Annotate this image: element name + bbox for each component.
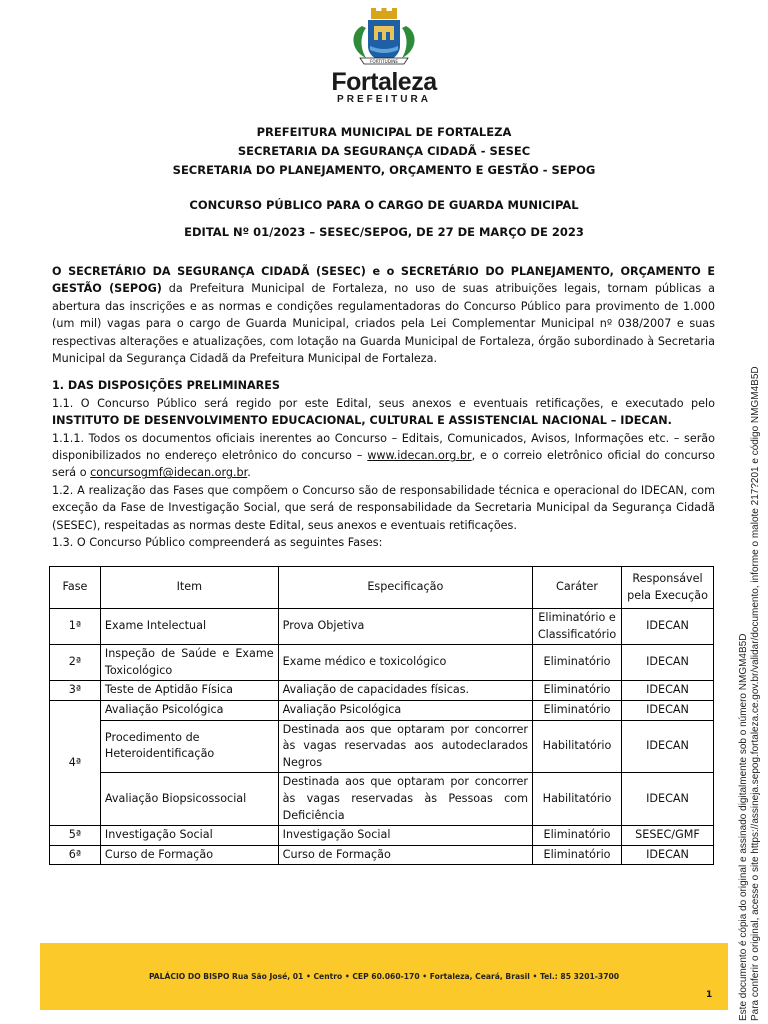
logo-name: Fortaleza: [331, 68, 437, 96]
logo-subtitle: PREFEITURA: [337, 94, 431, 105]
resp-cell: IDECAN: [622, 645, 714, 681]
carater-cell: Eliminatório: [533, 700, 622, 720]
paragraph-1-2: 1.2. A realização das Fases que compõem o Concurso são de responsabilidade técnica e operacional do IDECAN, com exceção da Fase de Investigação Social, que será de responsabilidade da Secretaria Municipal da Segurança Cidadã (SESEC), respeitadas as normas deste Edital, seus anexos e eventuais retificações.: [52, 483, 715, 532]
header-responsavel: Responsável pela Execução: [622, 567, 714, 609]
spec-cell: Avaliação de capacidades físicas.: [278, 681, 532, 701]
spec-cell: Destinada aos que optaram por concorrer às vagas reservadas às Pessoas com Deficiência: [278, 773, 532, 826]
email-link[interactable]: concursogmf@idecan.org.br: [90, 466, 248, 480]
paragraph-1-1-text: 1.1. O Concurso Público será regido por este Edital, seus anexos e eventuais retificações, e executado pelo: [52, 396, 715, 410]
header-line-3: SECRETARIA DO PLANEJAMENTO, ORÇAMENTO E GESTÃO - SEPOG: [172, 163, 596, 177]
paragraph-1-3: 1.3. O Concurso Público compreenderá as seguintes Fases:: [52, 536, 383, 550]
carater-cell: Eliminatório e Classificatório: [533, 609, 622, 645]
fase-cell: 5ª: [50, 826, 101, 846]
table-row: [50, 609, 714, 645]
page-number: 1: [706, 990, 713, 1000]
signature-note-line-2: Para conferir o original, acesse o site https://assineja.sepog.fortaleza.ce.gov.br/validar/documento, informe o malote 217?201 e código NMGM4B5D: [750, 366, 761, 1021]
paragraph-1-1-1-text-a: 1.1.1. Todos os documentos oficiais inerentes ao Concurso – Editais, Comunicados, Avisos, Informações etc. – serão disponibilizados no endereço eletrônico do concurso –: [52, 431, 715, 463]
table-row: [50, 826, 714, 846]
paragraph-1-1-1: [52, 430, 715, 482]
item-cell: Teste de Aptidão Física: [100, 681, 278, 701]
table-row: [50, 773, 714, 826]
document-header: [0, 123, 768, 242]
paragraph-1-1: [52, 395, 715, 430]
item-cell: Investigação Social: [100, 826, 278, 846]
carater-cell: Eliminatório: [533, 845, 622, 865]
header-item: Item: [100, 567, 278, 609]
fase-cell: 1ª: [50, 609, 101, 645]
intro-text: da Prefeitura Municipal de Fortaleza, no uso de suas atribuições legais, tornam públicas a abertura das inscrições e as normas e condições regulamentadoras do Concurso Público para provimento de 1.000 (um mil) vagas para o cargo de Guarda Municipal, criados pela Lei Complementar Municipal nº 038/2007 e suas respectivas alterações e atualizações, com lotação na Guarda Municipal de Fortaleza, órgão subordinado à Secretaria Municipal da Segurança Cidadã da Prefeitura Municipal de Fortaleza.: [52, 282, 715, 366]
spec-cell: Curso de Formação: [278, 845, 532, 865]
prefeitura-logo: [0, 8, 768, 105]
header-carater: Caráter: [533, 567, 622, 609]
spec-cell: Exame médico e toxicológico: [278, 645, 532, 681]
header-fase: Fase: [50, 567, 101, 609]
resp-cell: IDECAN: [622, 720, 714, 773]
footer-address: PALÁCIO DO BISPO Rua São José, 01 • Centro • CEP 60.060-170 • Fortaleza, Ceará, Brasil • Tel.: 85 3201-3700: [148, 972, 620, 981]
signature-note-line-1: Este documento é cópia do original e assinado digitalmente sob o número NMGM4B5D: [738, 633, 749, 1021]
resp-cell: IDECAN: [622, 609, 714, 645]
footer-band: [40, 943, 728, 1010]
item-cell: Avaliação Biopsicossocial: [100, 773, 278, 826]
table-row: [50, 720, 714, 773]
fase-cell: 2ª: [50, 645, 101, 681]
table-row: [50, 700, 714, 720]
carater-cell: Habilitatório: [533, 773, 622, 826]
intro-paragraph: [52, 263, 715, 367]
resp-cell: IDECAN: [622, 773, 714, 826]
item-cell: Exame Intelectual: [100, 609, 278, 645]
section-title: 1. DAS DISPOSIÇÕES PRELIMINARES: [52, 379, 280, 393]
item-cell: Inspeção de Saúde e Exame Toxicológico: [100, 645, 278, 681]
table-header-row: [50, 567, 714, 609]
header-line-2: SECRETARIA DA SEGURANÇA CIDADÃ - SESEC: [237, 144, 531, 158]
paragraph-1-1-1-text-c: .: [247, 466, 251, 480]
spec-cell: Prova Objetiva: [278, 609, 532, 645]
fase-cell: 3ª: [50, 681, 101, 701]
intro-bold: O SECRETÁRIO DA SEGURANÇA CIDADÃ (SESEC) e o SECRETÁRIO DO PLANEJAMENTO, ORÇAMENTO E GESTÃO (SEPOG): [52, 265, 715, 296]
paragraph-1-1-1-text-b: , e o correio eletrônico oficial do concurso será o: [52, 449, 715, 480]
crest-ribbon-text: FORTITUDINE: [370, 59, 398, 64]
fase-cell: 4ª: [50, 700, 101, 825]
spec-cell: Investigação Social: [278, 826, 532, 846]
item-cell: Avaliação Psicológica: [100, 700, 278, 720]
table-row: [50, 845, 714, 865]
edital-body: [52, 263, 715, 552]
table-row: [50, 645, 714, 681]
resp-cell: IDECAN: [622, 845, 714, 865]
header-line-1: PREFEITURA MUNICIPAL DE FORTALEZA: [256, 125, 512, 139]
header-line-4: CONCURSO PÚBLICO PARA O CARGO DE GUARDA MUNICIPAL: [189, 198, 579, 212]
edital-title: EDITAL Nº 01/2023 – SESEC/SEPOG, DE 27 DE MARÇO DE 2023: [184, 225, 584, 239]
paragraph-1-1-bold: INSTITUTO DE DESENVOLVIMENTO EDUCACIONAL, CULTURAL E ASSISTENCIAL NACIONAL – IDECAN.: [52, 414, 672, 428]
carater-cell: Habilitatório: [533, 720, 622, 773]
fase-cell: 6ª: [50, 845, 101, 865]
fortaleza-crest-icon: [336, 8, 432, 70]
carater-cell: Eliminatório: [533, 681, 622, 701]
carater-cell: Eliminatório: [533, 826, 622, 846]
digital-signature-note: [738, 341, 762, 1021]
item-cell: Procedimento de Heteroidentificação: [100, 720, 278, 773]
resp-cell: SESEC/GMF: [622, 826, 714, 846]
resp-cell: IDECAN: [622, 681, 714, 701]
carater-cell: Eliminatório: [533, 645, 622, 681]
fases-table: [49, 566, 714, 865]
table-row: [50, 681, 714, 701]
resp-cell: IDECAN: [622, 700, 714, 720]
header-especificacao: Especificação: [278, 567, 532, 609]
spec-cell: Avaliação Psicológica: [278, 700, 532, 720]
item-cell: Curso de Formação: [100, 845, 278, 865]
spec-cell: Destinada aos que optaram por concorrer às vagas reservadas aos autodeclarados Negros: [278, 720, 532, 773]
website-link[interactable]: www.idecan.org.br: [367, 449, 472, 463]
